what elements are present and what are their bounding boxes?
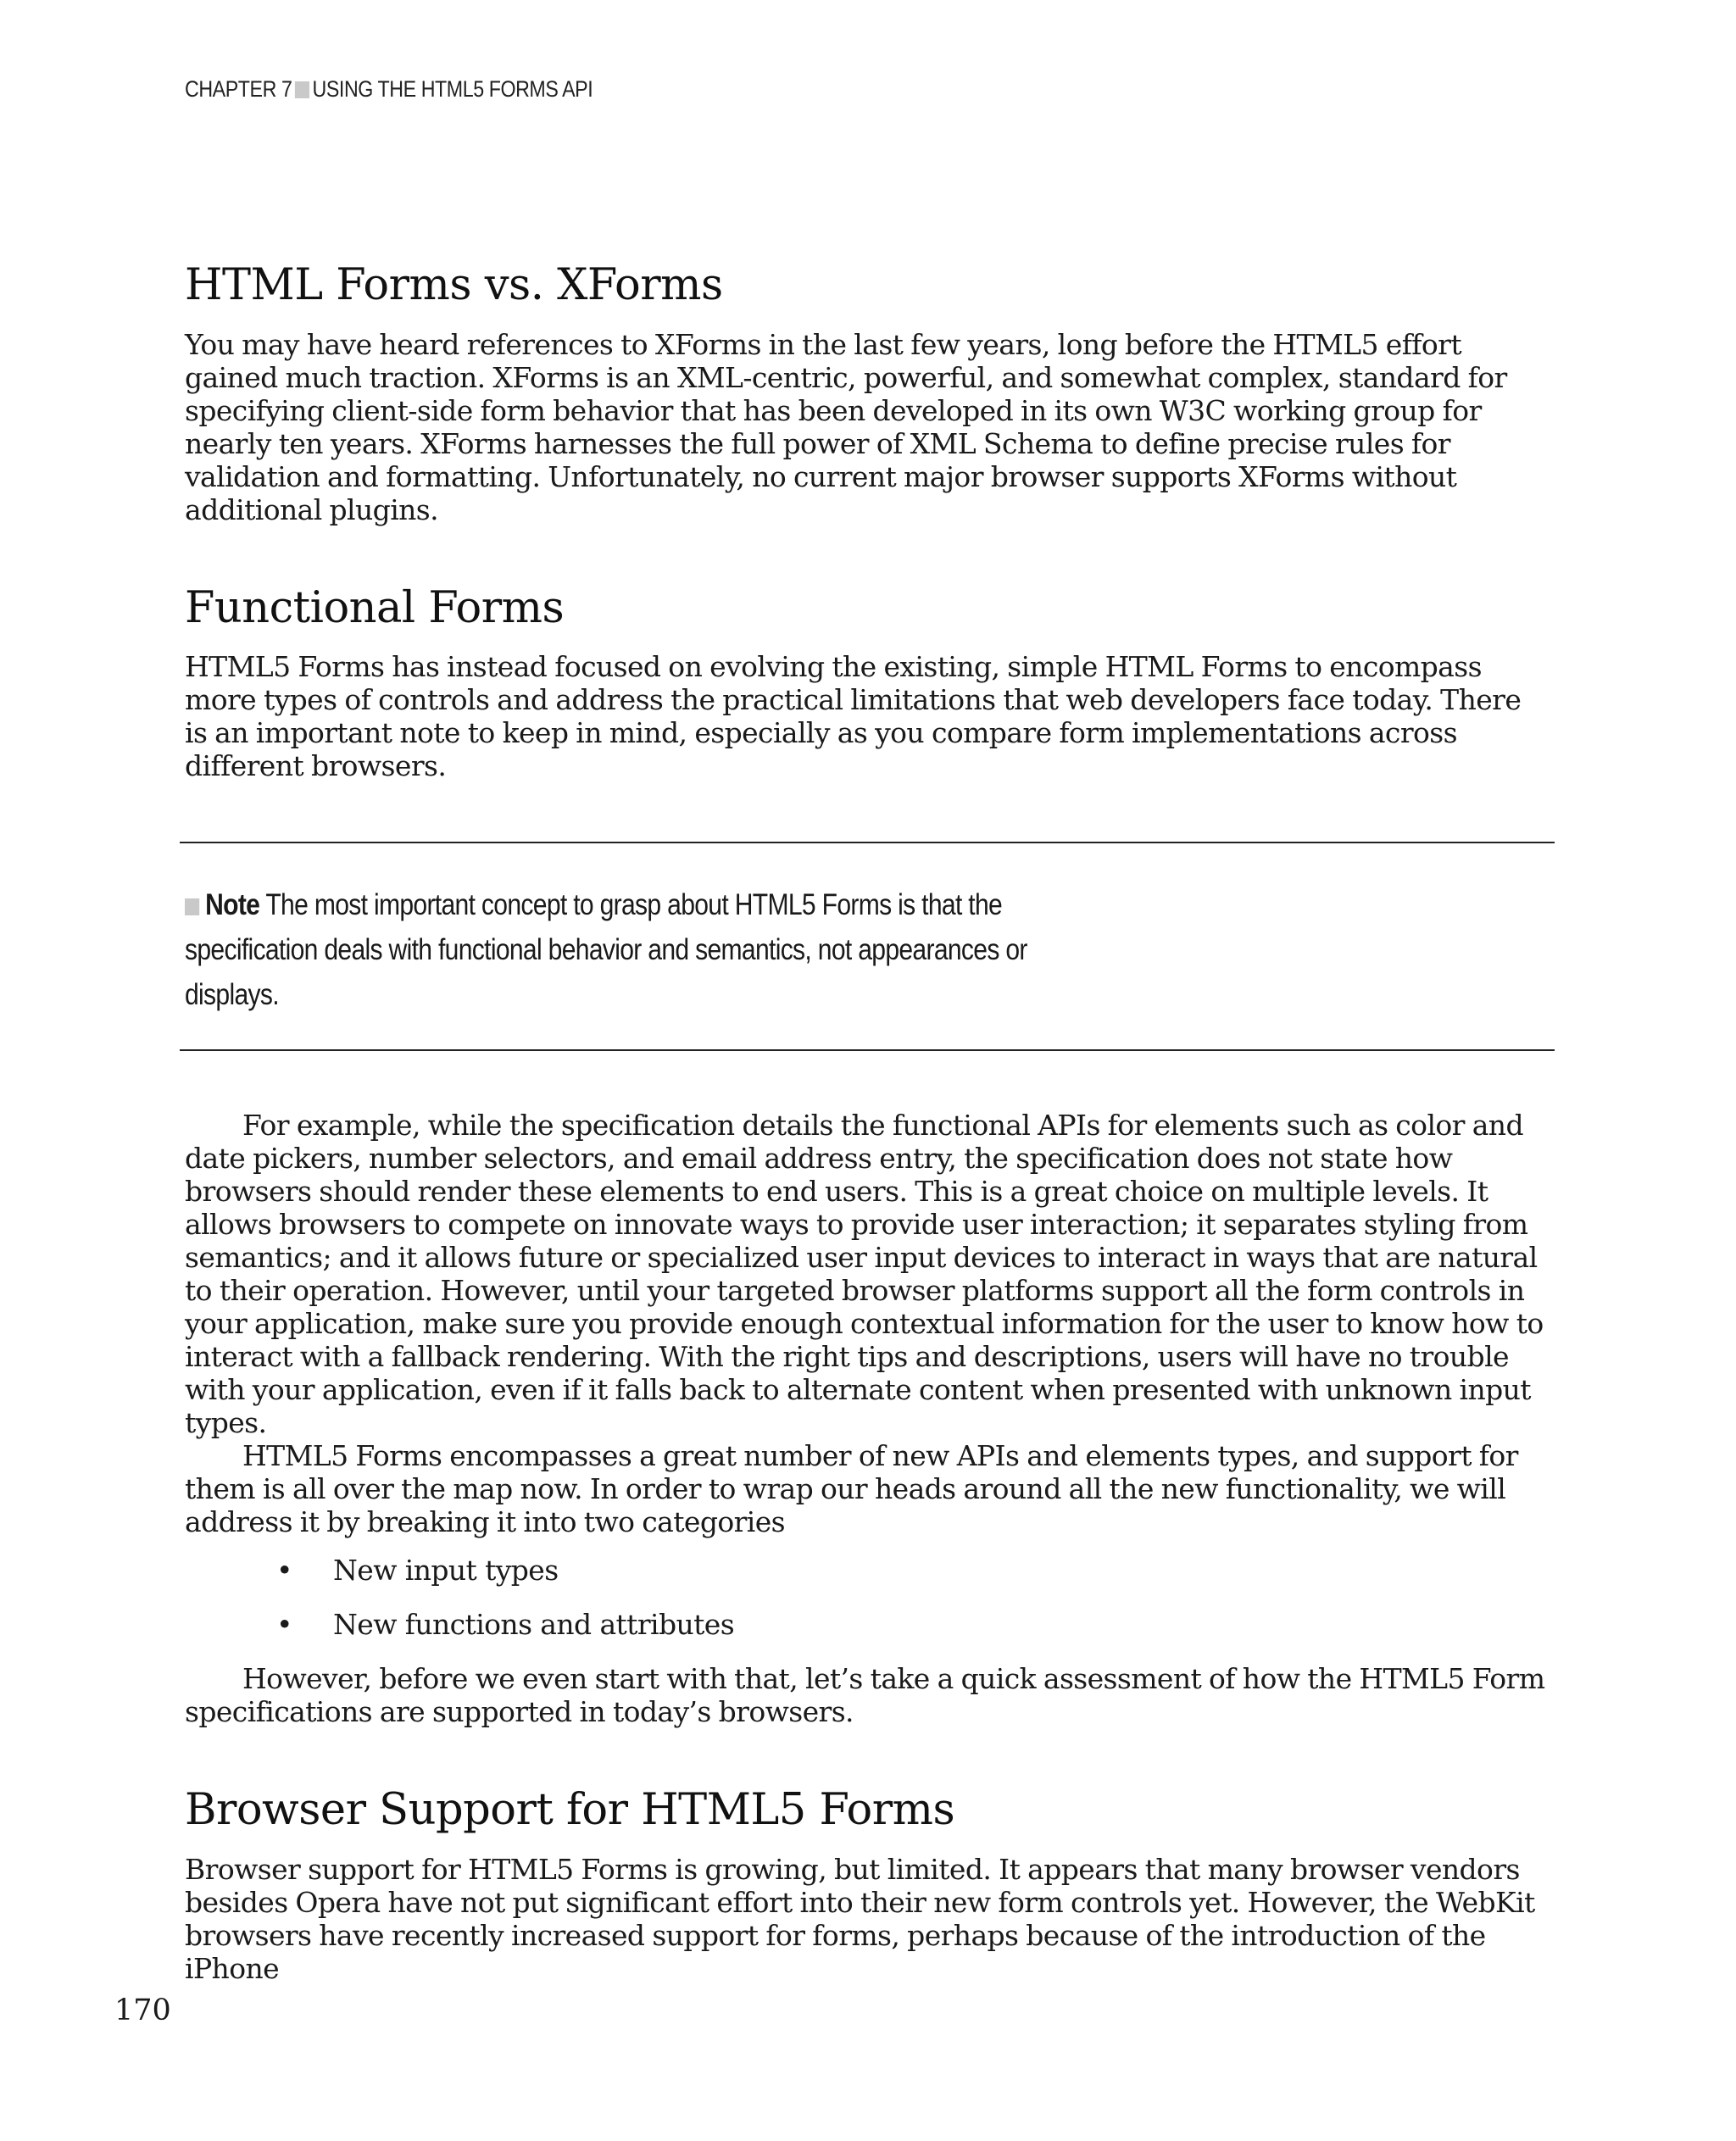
running-header	[185, 76, 593, 103]
bullet-icon: •	[276, 1608, 292, 1642]
paragraph: For example, while the specification details the functional APIs for elements such as color and date pickers, number selectors, and email address entry, the specification does not state how browsers should render these elements to end users. This is a great choice on multiple levels. It allows browsers to compete on innovate ways to provide user interaction; it separates styling from semantics; and it allows future or specialized user input devices to interact in ways that are natural to their operation. However, until your targeted browser platforms support all the form controls in your application, make sure you provide enough contextual information for the user to know how to interact with a fallback rendering. With the right tips and descriptions, users will have no trouble with your application, even if it falls back to alternate content when presented with unknown input types.	[185, 1109, 1544, 1440]
section-heading: Functional Forms	[185, 582, 565, 633]
note-text-block	[185, 882, 1038, 1017]
paragraph: Browser support for HTML5 Forms is growing, but limited. It appears that many browser vendors besides Opera have not put significant effort into their new form controls yet. However, the WebKit browsers have recently increased support for forms, perhaps because of the introduction of the iPhone	[185, 1852, 1535, 1985]
list-item	[185, 1554, 1550, 1587]
note-label: Note	[205, 888, 260, 922]
page-number: 170	[114, 1994, 171, 2027]
list-item	[185, 1608, 1550, 1641]
paragraph: HTML5 Forms encompasses a great number of new APIs and elements types, and support for them is all over the map now. In order to wrap our heads around all the new functionality, we will address it by breaking it into two categories	[185, 1439, 1518, 1539]
section-heading: HTML Forms vs. XForms	[185, 260, 723, 310]
section-html-forms-vs-xforms	[185, 261, 1550, 526]
page-content	[185, 261, 1550, 2043]
note-box	[180, 842, 1555, 1051]
list-item-text: New input types	[333, 1554, 559, 1588]
chapter-label: CHAPTER 7	[185, 76, 292, 102]
section-browser-support	[185, 1786, 1550, 1985]
list-item-text: New functions and attributes	[333, 1608, 735, 1642]
note-square-icon	[185, 898, 199, 915]
paragraph: However, before we even start with that, let’s take a quick assessment of how the HTML5 Form specifications are supported in today’s browsers.	[185, 1662, 1545, 1729]
paragraph: HTML5 Forms has instead focused on evolving the existing, simple HTML Forms to encompass more types of controls and address the practical limitations that web developers face today. There is an important note to keep in mind, especially as you compare form implementations across different browsers.	[185, 650, 1522, 783]
paragraph: You may have heard references to XForms in the last few years, long before the HTML5 effort gained much traction. XForms is an XML-centric, powerful, and somewhat complex, standard for specifying client-side form behavior that has been developed in its own W3C working group for nearly ten years. XForms harnesses the full power of XML Schema to define precise rules for validation and formatting. Unfortunately, no current major browser supports XForms without additional plugins.	[185, 327, 1507, 526]
note-body: The most important concept to grasp about HTML5 Forms is that the specification deals with functional behavior and semantics, not appearances or displays.	[185, 888, 1027, 1012]
bullet-list	[185, 1554, 1550, 1641]
chapter-title: USING THE HTML5 FORMS API	[312, 76, 593, 102]
square-separator-icon	[295, 81, 309, 98]
section-functional-forms	[185, 584, 1550, 783]
section-heading: Browser Support for HTML5 Forms	[185, 1785, 955, 1836]
bullet-icon: •	[276, 1554, 292, 1588]
